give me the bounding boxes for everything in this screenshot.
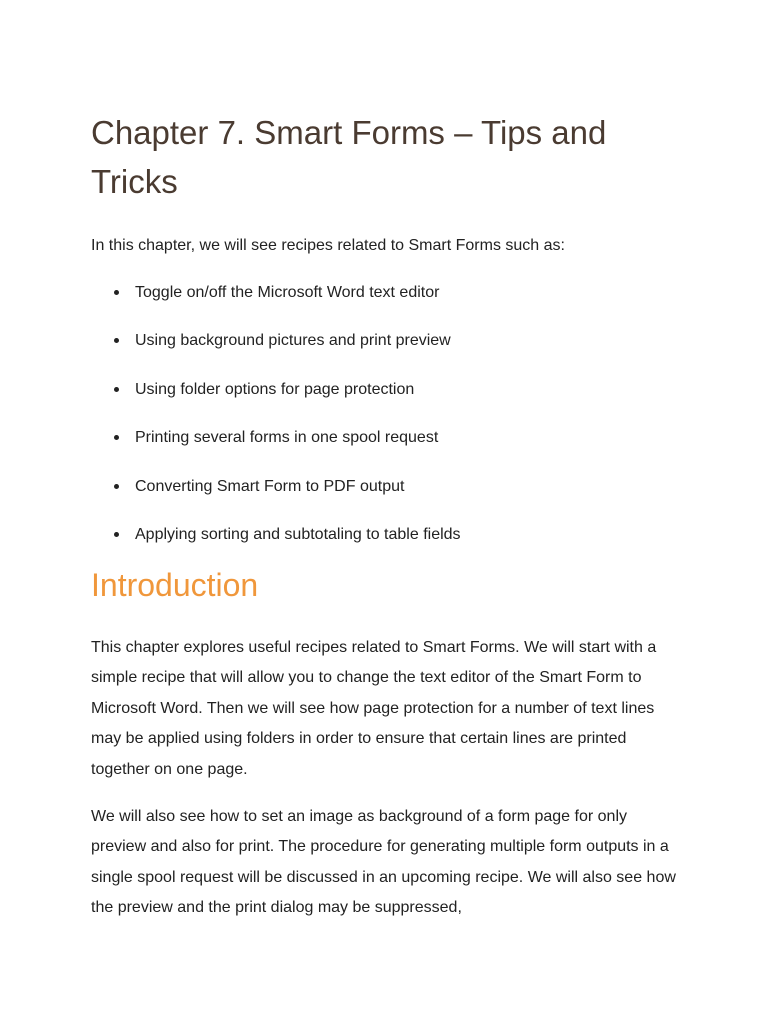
list-item-text: Using background pictures and print preview — [135, 332, 451, 350]
list-item-text: Converting Smart Form to PDF output — [135, 477, 405, 495]
list-item-text: Printing several forms in one spool request — [135, 429, 439, 447]
list-item-text: Toggle on/off the Microsoft Word text editor — [135, 284, 440, 301]
bullet-icon — [114, 435, 119, 440]
list-item — [91, 426, 651, 474]
list-item-text: Using folder options for page protection — [135, 380, 415, 398]
recipe-list — [91, 281, 651, 571]
list-item — [91, 475, 651, 523]
list-item — [91, 329, 651, 377]
bullet-icon — [114, 532, 119, 537]
chapter-title: Chapter 7. Smart Forms – Tips and Tricks — [91, 114, 607, 200]
bullet-icon — [114, 290, 119, 295]
list-item-text: Applying sorting and subtotaling to table fields — [135, 525, 461, 543]
list-item — [91, 378, 651, 426]
list-item — [91, 281, 651, 329]
intro-sentence: In this chapter, we will see recipes related to Smart Forms such as: — [91, 237, 565, 254]
intro-paragraph-2: We will also see how to set an image as background of a form page for only preview and also for print. The procedure for generating multiple form outputs in a single spool request will be discussed in an upcoming recipe. We will also see how the preview and the print dialog may be suppressed, — [91, 808, 676, 917]
intro-paragraph-1: This chapter explores useful recipes related to Smart Forms. We will start with a simple recipe that will allow you to change the text editor of the Smart Form to Microsoft Word. Then we will see how page protection for a number of text lines may be applied using folders in order to ensure that certain lines are printed together on one page. — [91, 639, 657, 778]
bullet-icon — [114, 387, 119, 392]
bullet-icon — [114, 484, 119, 489]
section-heading-introduction: Introduction — [91, 567, 259, 603]
bullet-icon — [114, 338, 119, 343]
